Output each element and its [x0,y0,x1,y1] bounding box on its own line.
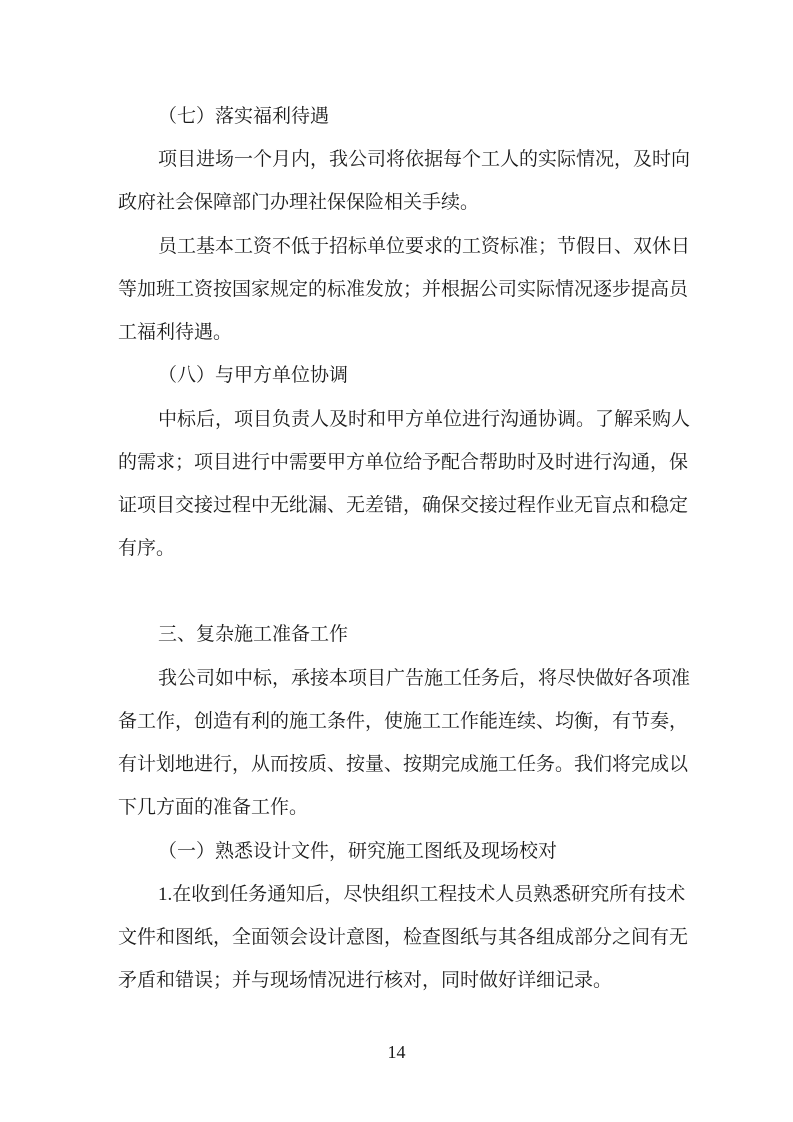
paragraph-line: 工福利待遇。 [118,322,233,343]
paragraph-line: 有计划地进行，从而按质、按量、按期完成施工任务。我们将完成以 [118,754,689,775]
section-heading: （八）与甲方单位协调 [158,365,349,386]
paragraph-line: 我公司如中标，承接本项目广告施工任务后，将尽快做好各项准 [158,668,691,689]
paragraph-line: 中标后，项目负责人及时和甲方单位进行沟通协调。了解采购人 [158,409,691,430]
section-heading: 三、复杂施工准备工作 [158,624,349,645]
paragraph-line: 员工基本工资不低于招标单位要求的工资标准；节假日、双休日 [158,236,691,257]
section-heading: （七）落实福利待遇 [158,106,330,127]
paragraph-line: 文件和图纸，全面领会设计意图，检查图纸与其各组成部分之间有无 [118,927,689,948]
section-heading: （一）熟悉设计文件，研究施工图纸及现场校对 [158,841,558,862]
paragraph-line: 政府社会保障部门办理社保保险相关手续。 [118,192,480,213]
paragraph-line: 的需求；项目进行中需要甲方单位给予配合帮助时及时进行沟通，保 [118,452,689,473]
paragraph-line: 备工作，创造有利的施工条件，使施工工作能连续、均衡，有节奏， [118,711,689,732]
paragraph-line: 矛盾和错误；并与现场情况进行核对，同时做好详细记录。 [118,970,613,991]
paragraph-line: 项目进场一个月内，我公司将依据每个工人的实际情况，及时向 [158,149,691,170]
page-number: 14 [387,1042,406,1062]
paragraph-line: 证项目交接过程中无纰漏、无差错，确保交接过程作业无盲点和稳定 [118,495,689,516]
paragraph-line: 等加班工资按国家规定的标准发放；并根据公司实际情况逐步提高员 [118,279,689,300]
paragraph-line: 下几方面的准备工作。 [118,797,309,818]
paragraph-line: 1.在收到任务通知后，尽快组织工程技术人员熟悉研究所有技术 [158,884,686,905]
paragraph-line: 有序。 [118,538,176,559]
